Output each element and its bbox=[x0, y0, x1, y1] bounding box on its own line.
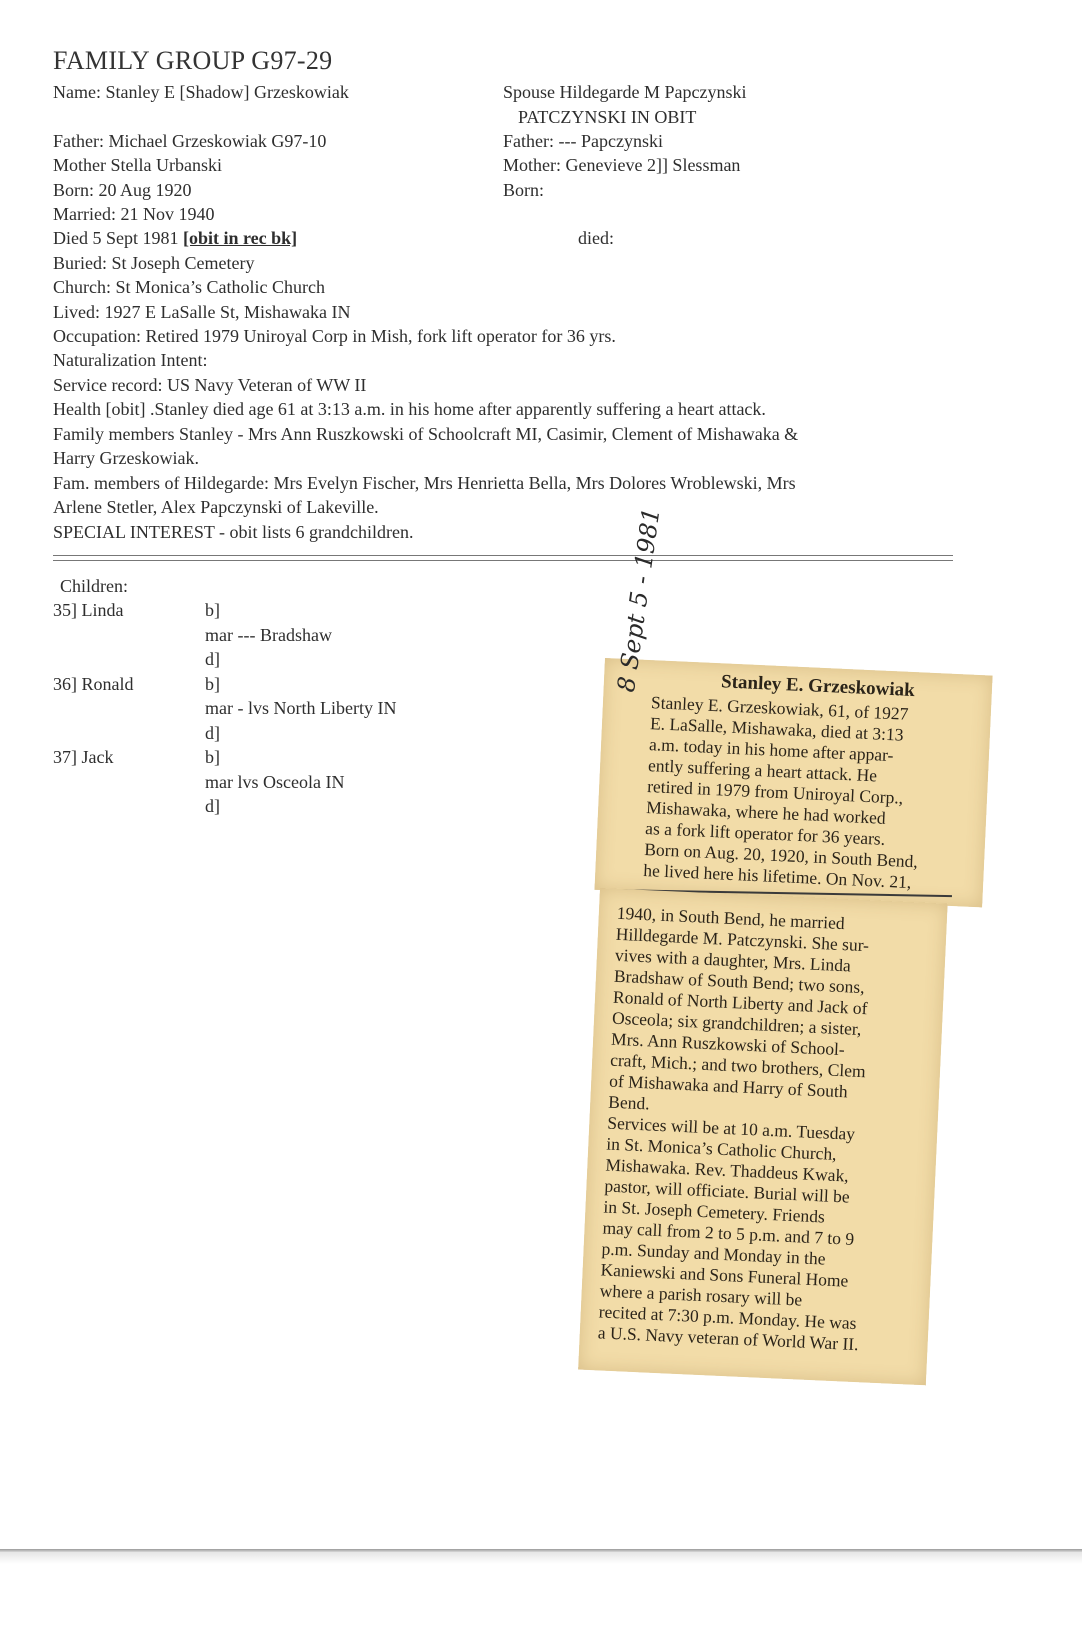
died-line bbox=[53, 226, 297, 250]
died-text: Died 5 Sept 1981 bbox=[53, 228, 183, 248]
service-record-line: Service record: US Navy Veteran of WW II bbox=[53, 375, 367, 395]
spouse-died-line: died: bbox=[578, 228, 614, 248]
children-heading: Children: bbox=[60, 576, 128, 596]
child-married: mar - lvs North Liberty IN bbox=[205, 698, 397, 718]
health-line: Health [obit] .Stanley died age 61 at 3:13 a.m. in his home after apparently suffering a heart attack. bbox=[53, 399, 766, 419]
spouse-line: Spouse Hildegarde M Papczynski bbox=[503, 82, 747, 102]
child-married: mar lvs Osceola IN bbox=[205, 772, 345, 792]
section-divider bbox=[53, 555, 953, 561]
lived-line: Lived: 1927 E LaSalle St, Mishawaka IN bbox=[53, 302, 351, 322]
spouse-obit-note: PATCZYNSKI IN OBIT bbox=[518, 107, 697, 127]
mother-line: Mother Stella Urbanski bbox=[53, 155, 222, 175]
handwritten-date: 8 Sept 5 - 1981 bbox=[612, 505, 666, 694]
family-stanley-line-1: Family members Stanley - Mrs Ann Ruszkowski of Schoolcraft MI, Casimir, Clement of Mishawaka & bbox=[53, 424, 799, 444]
spouse-father-line: Father: --- Papczynski bbox=[503, 131, 663, 151]
born-line: Born: 20 Aug 1920 bbox=[53, 180, 192, 200]
child-id: 37] Jack bbox=[53, 747, 114, 767]
child-born: b] bbox=[205, 600, 220, 620]
special-interest-line: SPECIAL INTEREST - obit lists 6 grandchildren. bbox=[53, 522, 414, 542]
obit-reference: [obit in rec bk] bbox=[183, 228, 298, 248]
child-died: d] bbox=[205, 796, 220, 816]
child-id: 36] Ronald bbox=[53, 674, 134, 694]
child-died: d] bbox=[205, 723, 220, 743]
clipping-text-part1: Stanley E. Grzeskowiak, 61, of 1927 E. LaSalle, Mishawaka, died at 3:13 a.m. today in his home after appar- ently suffering a heart attack. He retired in 1979 from Uniroyal Corp., Mishawaka, where he had worked as a fork lift operator for 36 years. Born on Aug. 20, 1920, in South Bend, he lived here his lifetime. On Nov. 21, bbox=[642, 692, 919, 893]
buried-line: Buried: St Joseph Cemetery bbox=[53, 253, 255, 273]
family-hildegarde-line-1: Fam. members of Hildegarde: Mrs Evelyn Fischer, Mrs Henrietta Bella, Mrs Dolores Wroblewski, Mrs bbox=[53, 473, 796, 493]
child-id: 35] Linda bbox=[53, 600, 124, 620]
family-hildegarde-line-2: Arlene Stetler, Alex Papczynski of Lakeville. bbox=[53, 497, 379, 517]
clipping-headline: Stanley E. Grzeskowiak bbox=[720, 671, 916, 702]
spouse-born-line: Born: bbox=[503, 180, 545, 200]
married-line: Married: 21 Nov 1940 bbox=[53, 204, 215, 224]
scan-shadow bbox=[0, 1552, 1082, 1564]
church-line: Church: St Monica’s Catholic Church bbox=[53, 277, 325, 297]
obituary-clipping-bottom bbox=[578, 888, 948, 1385]
family-stanley-line-2: Harry Grzeskowiak. bbox=[53, 448, 199, 468]
father-line: Father: Michael Grzeskowiak G97-10 bbox=[53, 131, 327, 151]
spouse-mother-line: Mother: Genevieve 2]] Slessman bbox=[503, 155, 741, 175]
naturalization-line: Naturalization Intent: bbox=[53, 350, 208, 370]
clipping-text-part2: 1940, in South Bend, he married Hilldegarde M. Patczynski. She sur- vives with a daughter, Mrs. Linda Bradshaw of South Bend; two sons, Ronald of North Liberty and Jack of Osceola; six grandchildren; a sister, Mrs. Ann Ruszkowski of School- craft, Mich.; and two brothers, Clem of Mishawaka and Harry of South Bend. Services will be at 10 a.m. Tuesday in St. Monica’s Catholic Church, Mishawaka. Rev. Thaddeus Kwak, pastor, will officiate. Burial will be in St. Joseph Cemetery. Friends may call from 2 to 5 p.m. and 7 to 9 p.m. Sunday and Monday in the Kaniewski and Sons Funeral Home where a parish rosary will be recited at 7:30 p.m. Monday. He was a U.S. Navy veteran of World War II. bbox=[597, 902, 870, 1355]
child-married: mar --- Bradshaw bbox=[205, 625, 332, 645]
page-title: FAMILY GROUP G97-29 bbox=[53, 46, 333, 75]
child-died: d] bbox=[205, 649, 220, 669]
obituary-clipping-top bbox=[594, 658, 992, 907]
occupation-line: Occupation: Retired 1979 Uniroyal Corp in Mish, fork lift operator for 36 yrs. bbox=[53, 326, 616, 346]
child-born: b] bbox=[205, 674, 220, 694]
child-born: b] bbox=[205, 747, 220, 767]
name-line: Name: Stanley E [Shadow] Grzeskowiak bbox=[53, 82, 349, 102]
